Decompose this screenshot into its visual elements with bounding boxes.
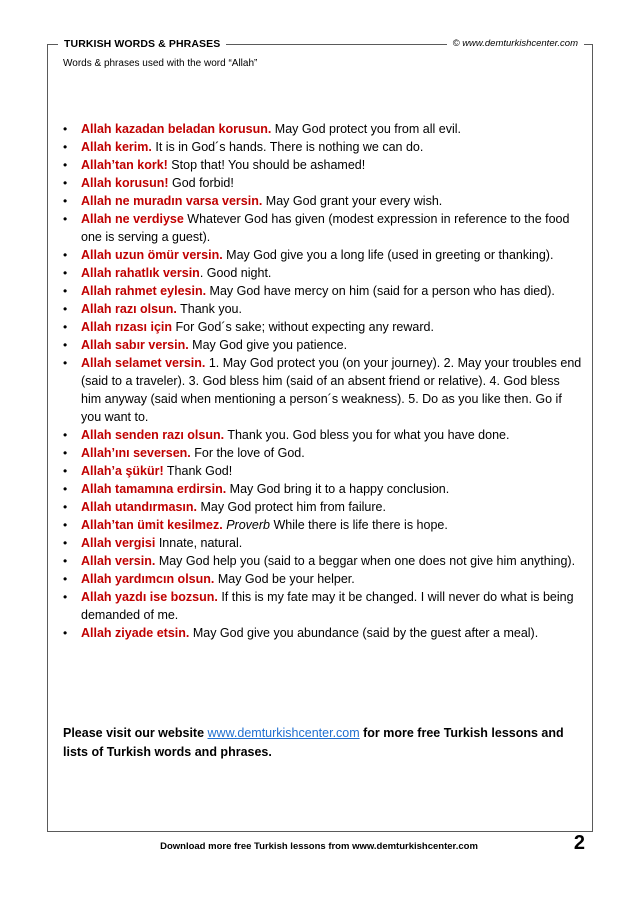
list-item [63, 120, 583, 138]
bullet-icon: • [63, 446, 68, 460]
website-link[interactable]: www.demturkishcenter.com [207, 726, 360, 740]
english-translation: May God help you (said to a beggar when one does not give him anything). [155, 554, 576, 568]
turkish-phrase: Allah razı olsun. [81, 302, 177, 316]
phrase-note: Proverb [222, 518, 270, 532]
english-translation: It is in God´s hands. There is nothing we can do. [151, 140, 424, 154]
bullet-icon: • [63, 356, 68, 370]
english-translation: May God have mercy on him (said for a person who has died). [206, 284, 555, 298]
english-translation: May God give you a long life (used in greeting or thanking). [222, 248, 554, 262]
english-translation: If this is my fate may it be changed. I will never do what is being demanded of me. [81, 590, 574, 622]
turkish-phrase: Allah korusun! [81, 176, 169, 190]
english-translation: Stop that! You should be ashamed! [167, 158, 366, 172]
list-item [63, 282, 583, 300]
list-item [63, 588, 583, 624]
english-translation: May God give you abundance (said by the guest after a meal). [189, 626, 539, 640]
list-item [63, 192, 583, 210]
turkish-phrase: Allah rahatlık versin [81, 266, 200, 280]
bullet-icon: • [63, 590, 68, 604]
turkish-phrase: Allah ne muradın varsa versin. [81, 194, 263, 208]
turkish-phrase: Allah sabır versin. [81, 338, 189, 352]
closing-text-before: Please visit our website [63, 726, 208, 740]
english-translation: May God give you patience. [188, 338, 348, 352]
list-item [63, 246, 583, 264]
header-copyright: © www.demturkishcenter.com [447, 38, 584, 49]
bullet-icon: • [63, 176, 68, 190]
bullet-icon: • [63, 122, 68, 136]
list-item [63, 444, 583, 462]
english-translation: For God´s sake; without expecting any reward. [172, 320, 434, 334]
turkish-phrase: Allah utandırmasın. [81, 500, 197, 514]
english-translation: May God protect him from failure. [197, 500, 386, 514]
turkish-phrase: Allah kerim. [81, 140, 152, 154]
list-item [63, 156, 583, 174]
turkish-phrase: Allah versin. [81, 554, 156, 568]
list-item [63, 570, 583, 588]
bullet-icon: • [63, 212, 68, 226]
english-translation: May God bring it to a happy conclusion. [226, 482, 450, 496]
turkish-phrase: Allah’tan ümit kesilmez. [81, 518, 223, 532]
english-translation: Innate, natural. [155, 536, 243, 550]
turkish-phrase: Allah vergisi [81, 536, 156, 550]
english-translation: May God grant your every wish. [262, 194, 443, 208]
english-translation: While there is life there is hope. [269, 518, 448, 532]
turkish-phrase: Allah ziyade etsin. [81, 626, 190, 640]
bullet-icon: • [63, 158, 68, 172]
list-item [63, 534, 583, 552]
list-item [63, 336, 583, 354]
english-translation: 1. May God protect you (on your journey). 2. May your troubles end (said to a traveler). 3. God bless him (said of an absent friend or relative). 4. God bless him anyway (said when mentioning a person´s weakness). 5. Do as you like then. Go if you want to. [81, 356, 582, 424]
bullet-icon: • [63, 536, 68, 550]
page-number: 2 [573, 832, 585, 854]
english-translation: Whatever God has given (modest expression in reference to the food one is serving a guest). [81, 212, 570, 244]
bullet-icon: • [63, 248, 68, 262]
list-item [63, 210, 583, 246]
list-item [63, 624, 583, 642]
bullet-icon: • [63, 266, 68, 280]
list-item [63, 318, 583, 336]
list-item [63, 300, 583, 318]
turkish-phrase: Allah tamamına erdirsin. [81, 482, 227, 496]
bullet-icon: • [63, 464, 68, 478]
turkish-phrase: Allah rızası için [81, 320, 173, 334]
list-item [63, 426, 583, 444]
bullet-icon: • [63, 428, 68, 442]
list-item [63, 552, 583, 570]
turkish-phrase: Allah uzun ömür versin. [81, 248, 223, 262]
turkish-phrase: Allah selamet versin. [81, 356, 206, 370]
english-translation: May God be your helper. [214, 572, 355, 586]
list-item [63, 462, 583, 480]
bullet-icon: • [63, 338, 68, 352]
turkish-phrase: Allah senden razı olsun. [81, 428, 225, 442]
closing-paragraph [63, 724, 583, 762]
bullet-icon: • [63, 284, 68, 298]
phrase-list [63, 120, 583, 642]
english-translation: Thank you. [176, 302, 242, 316]
turkish-phrase: Allah’a şükür! [81, 464, 164, 478]
english-translation: May God protect you from all evil. [271, 122, 461, 136]
page-subtitle: Words & phrases used with the word “Allah” [63, 58, 258, 69]
turkish-phrase: Allah kazadan beladan korusun. [81, 122, 272, 136]
bullet-icon: • [63, 482, 68, 496]
list-item [63, 138, 583, 156]
list-item [63, 264, 583, 282]
list-item [63, 498, 583, 516]
turkish-phrase: Allah ne verdiyse [81, 212, 184, 226]
english-translation: God forbid! [168, 176, 234, 190]
english-translation: For the love of God. [190, 446, 305, 460]
turkish-phrase: Allah’ını seversen. [81, 446, 191, 460]
english-translation: . Good night. [199, 266, 272, 280]
bullet-icon: • [63, 140, 68, 154]
bullet-icon: • [63, 320, 68, 334]
english-translation: Thank God! [163, 464, 233, 478]
turkish-phrase: Allah yazdı ise bozsun. [81, 590, 218, 604]
turkish-phrase: Allah yardımcın olsun. [81, 572, 215, 586]
turkish-phrase: Allah’tan kork! [81, 158, 168, 172]
closing-text-after: for more free Turkish lessons and lists of Turkish words and phrases. [63, 726, 564, 759]
turkish-phrase: Allah rahmet eylesin. [81, 284, 207, 298]
header-title: TURKISH WORDS & PHRASES [58, 38, 226, 50]
list-item [63, 174, 583, 192]
list-item [63, 480, 583, 498]
list-item [63, 516, 583, 534]
bullet-icon: • [63, 518, 68, 532]
bullet-icon: • [63, 302, 68, 316]
list-item [63, 354, 583, 426]
bullet-icon: • [63, 194, 68, 208]
bullet-icon: • [63, 554, 68, 568]
bullet-icon: • [63, 500, 68, 514]
footer-text: Download more free Turkish lessons from www.demturkishcenter.com [160, 841, 478, 852]
english-translation: Thank you. God bless you for what you have done. [224, 428, 510, 442]
bullet-icon: • [63, 572, 68, 586]
bullet-icon: • [63, 626, 68, 640]
